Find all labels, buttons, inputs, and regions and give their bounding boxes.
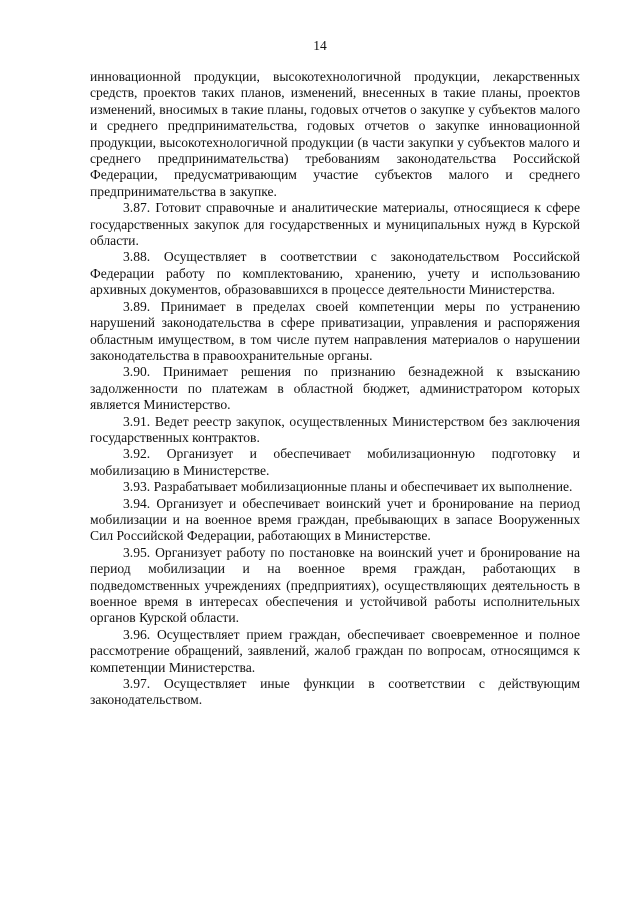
paragraph-3-87: 3.87. Готовит справочные и аналитические материалы, относящиеся к сфере государственных закупок для государственных и муниципальных нужд в Курской области. xyxy=(90,200,580,249)
paragraph-3-92: 3.92. Организует и обеспечивает мобилизационную подготовку и мобилизацию в Министерстве. xyxy=(90,446,580,478)
paragraph-3-96: 3.96. Осуществляет прием граждан, обеспечивает своевременное и полное рассмотрение обращений, заявлений, жалоб граждан по вопросам, относящимся к компетенции Министерства. xyxy=(90,626,580,675)
paragraph-continuation: инновационной продукции, высокотехнологичной продукции, лекарственных средств, проектов таких планов, изменений, внесенных в такие планы, проектов изменений, вносимых в такие планы, годовых отчетов о закупке у субъектов малого и среднего предпринимательства, годовых отчетов о закупке инновационной продукции, высокотехнологичной продукции (в части закупки у субъектов малого и среднего предпринимательства) требованиям законодательства Российской Федерации, предусматривающим участие субъектов малого и среднего предпринимательства в закупке. xyxy=(90,69,580,199)
paragraph-3-93: 3.93. Разрабатывает мобилизационные планы и обеспечивает их выполнение. xyxy=(123,479,573,495)
paragraph-3-97: 3.97. Осуществляет иные функции в соответствии с действующим законодательством. xyxy=(90,676,580,708)
paragraph-3-90: 3.90. Принимает решения по признанию безнадежной к взысканию задолженности по платежам в областной бюджет, администратором которых является Министерство. xyxy=(90,364,580,413)
document-body xyxy=(90,69,580,709)
paragraph-3-95: 3.95. Организует работу по постановке на воинский учет и бронирование на период мобилизации и на военное время граждан, работающих в подведомственных учреждениях (предприятиях), осуществляющих деятельность в военное время в интересах обеспечения и устойчивой работы исполнительных органов Курской области. xyxy=(90,544,580,626)
paragraph-3-94: 3.94. Организует и обеспечивает воинский учет и бронирование на период мобилизации и на военное время граждан, пребывающих в запасе Вооруженных Сил Российской Федерации, работающих в Министерстве. xyxy=(90,495,580,544)
paragraph-3-88: 3.88. Осуществляет в соответствии с законодательством Российской Федерации работу по комплектованию, хранению, учету и использованию архивных документов, образовавшихся в процессе деятельности Министерства. xyxy=(90,249,580,298)
paragraph-3-89: 3.89. Принимает в пределах своей компетенции меры по устранению нарушений законодательства в сфере приватизации, управления и распоряжения областным имуществом, в том числе путем направления материалов о нарушении законодательства в правоохранительные органы. xyxy=(90,298,580,363)
page-number: 14 xyxy=(313,38,327,53)
paragraph-3-91: 3.91. Ведет реестр закупок, осуществленных Министерством без заключения государственных контрактов. xyxy=(90,413,580,445)
